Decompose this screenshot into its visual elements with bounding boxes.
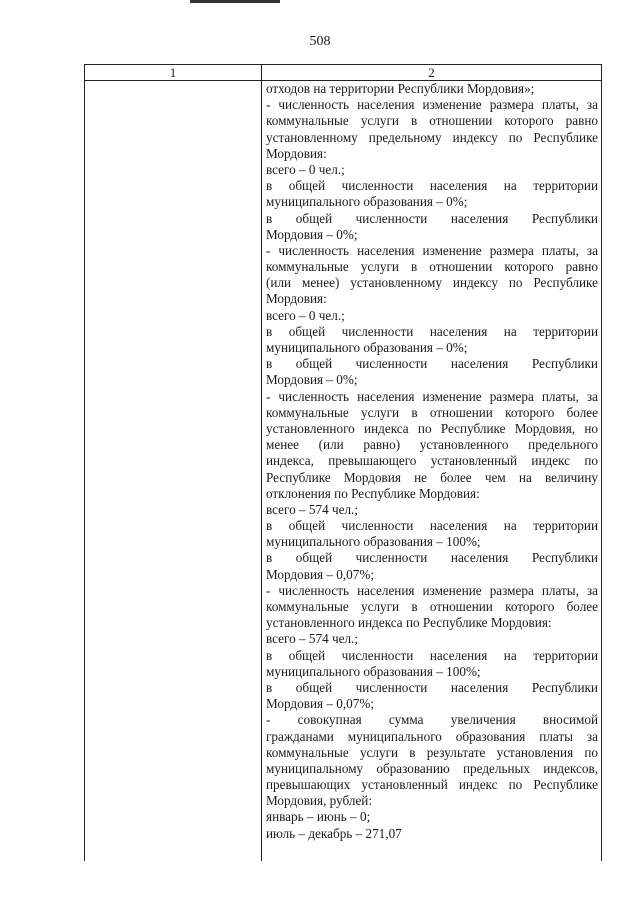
text-line: в общей численности населения Республики [266,210,598,226]
table-body-row [85,81,601,861]
text-line: муниципального образования – 100%; [266,663,481,679]
text-line: коммунальные услуги в отношении которого более [266,599,598,614]
text-line: муниципальному образованию предельных индексов, [266,760,598,776]
table-header-row [85,65,601,81]
text-line: - численность населения изменение размера платы, за [266,97,598,113]
text-line: муниципального образования – 0%; [266,340,468,355]
text-line: установленного индекса по Республике Мордовия: [266,615,552,631]
text-line: Мордовия: [266,291,327,307]
text-line: отходов на территории Республики Мордовия»; [266,81,535,96]
text-line: всего – 574 чел.; [266,631,358,647]
text-line: Мордовия – 0%; [266,226,358,242]
column-2-cell [262,81,601,861]
text-line: - численность населения изменение размера платы, за [266,388,598,404]
text-line: в общей численности населения на территории [266,178,598,194]
column-header-2: 2 [428,65,435,80]
text-line: гражданами муниципального образования платы за [266,728,598,744]
text-line: Мордовия – 0,07%; [266,696,374,712]
text-line: в общей численности населения на территории [266,323,598,339]
text-line: всего – 574 чел.; [266,501,358,517]
column-header-1: 1 [85,65,262,80]
text-line: (или менее) установленному индексу по Республике [266,275,598,291]
text-line: превышающих установленный индекс по Республике [266,777,598,793]
text-line: всего – 0 чел.; [266,161,345,177]
text-line: Мордовия, рублей: [266,793,373,809]
text-line: индекса, превышающего установленный индекс по [266,453,598,469]
text-line: коммунальные услуги в отношении которого более [266,404,598,420]
text-line: коммунальные услуги в результате установления по [266,744,598,760]
text-line: Республике Мордовия не более чем на величину [266,469,598,485]
text-line: установленного индекса по Республике Мордовия, но [266,420,598,436]
text-line: отклонения по Республике Мордовия: [266,485,480,501]
text-line: коммунальные услуги в отношении которого равно [266,113,598,129]
text-line: в общей численности населения Республики [266,356,598,372]
text-line: - численность населения изменение размера платы, за [266,582,598,598]
text-line: - численность населения изменение размера платы, за [266,242,598,258]
text-line: в общей численности населения Республики [266,679,598,695]
document-table [84,64,602,861]
text-line: в общей численности населения на территории [266,647,598,663]
text-line: менее (или равно) установленного предельного [266,437,598,453]
column-1-cell [85,81,262,861]
page-number: 508 [309,34,331,49]
text-line: январь – июнь – 0; [266,809,371,825]
text-line: - совокупная сумма увеличения вносимой [266,712,598,728]
text-line: в общей численности населения на территории [266,518,598,534]
text-line: Мордовия – 0%; [266,372,358,388]
text-line: в общей численности населения Республики [266,550,598,566]
text-line: Мордовия – 0,07%; [266,566,374,582]
text-line: муниципального образования – 0%; [266,194,468,210]
text-line: установленному предельному индексу по Республике [266,129,598,145]
text-line: июль – декабрь – 271,07 [266,825,402,841]
text-line: муниципального образования – 100%; [266,534,481,550]
text-line: всего – 0 чел.; [266,307,345,323]
text-line: коммунальные услуги в отношении которого равно [266,259,598,275]
text-line: Мордовия: [266,145,327,161]
scan-edge-mark [190,0,280,3]
